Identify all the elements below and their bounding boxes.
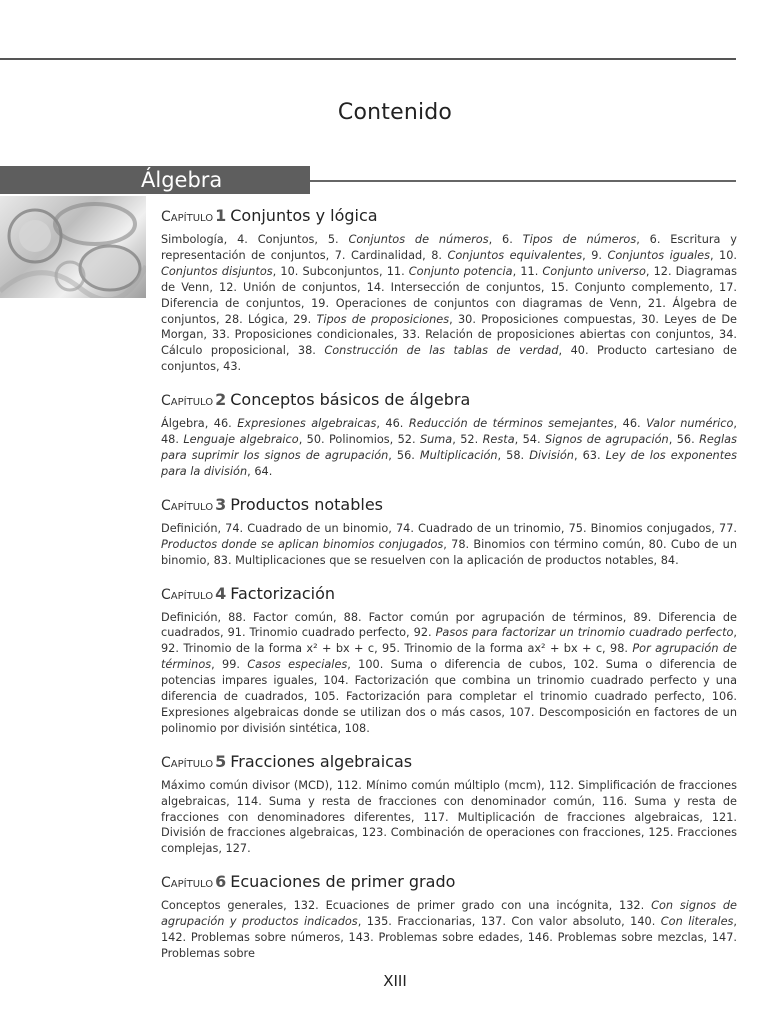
entry-text: Valor numérico <box>646 417 734 431</box>
entry-text: , 10. Subconjuntos, 11. <box>272 264 409 278</box>
page-number: XIII <box>383 972 407 990</box>
chapter-number: 2 <box>215 390 227 410</box>
entry-text: , 6. Escritura y representación de conjuntos, 7. Cardinalidad, 8. <box>161 233 737 262</box>
entry-text: Multiplicación <box>419 448 498 462</box>
chapter-heading <box>161 389 737 412</box>
chapter-entries <box>161 232 737 375</box>
entry-text: , 58. <box>497 448 530 462</box>
entry-text: Resta <box>482 433 515 447</box>
entry-text: , 40. Producto cartesiano de conjuntos, 43. <box>161 344 737 374</box>
chapter-title: Fracciones algebraicas <box>230 751 413 771</box>
entry-text: , 92. Trinomio de la forma x² + bx + c, 95. Trinomio de la forma ax² + bx + c, 98. <box>161 626 738 656</box>
entry-text: Suma <box>419 433 453 447</box>
chapter-3 <box>161 494 737 569</box>
entry-text: Conjunto universo <box>542 264 646 278</box>
chapter-5 <box>161 751 737 858</box>
entry-text: , 46. <box>376 417 409 431</box>
chapter-entries <box>161 610 737 737</box>
chapter-2 <box>161 389 737 480</box>
chapter-label: Capítulo <box>161 754 214 771</box>
chapter-label: Capítulo <box>161 393 214 410</box>
top-rule <box>0 58 736 60</box>
chapter-label: Capítulo <box>161 875 214 892</box>
chapter-heading <box>161 205 737 228</box>
table-of-contents <box>161 205 737 976</box>
entry-text: , 56. <box>388 448 420 462</box>
entry-text: Simbología, 4. Conjuntos, 5. <box>161 233 349 246</box>
chapter-number: 3 <box>215 494 227 514</box>
entry-text: Álgebra, 46. <box>161 417 238 431</box>
entry-text: Signos de agrupación <box>544 433 669 447</box>
chapter-entries <box>161 521 737 569</box>
chapter-number: 1 <box>215 206 227 225</box>
entry-text: , 48. <box>161 417 737 447</box>
entry-text: División <box>529 448 574 462</box>
entry-text: Construcción de las tablas de verdad <box>324 344 559 358</box>
entry-text: , 63. <box>573 448 606 462</box>
chapter-6 <box>161 871 737 962</box>
entry-text: , 52. <box>452 433 483 447</box>
chapter-number: 5 <box>215 751 227 771</box>
chapter-1 <box>161 205 737 375</box>
entry-text: Conjunto potencia <box>408 264 513 278</box>
entry-text: Conjuntos equivalentes <box>447 248 583 262</box>
entry-text: , 46. <box>613 417 647 431</box>
chapter-heading <box>161 583 737 606</box>
entry-text: Ley de los exponentes para la división <box>161 448 737 478</box>
entry-text: , 11. <box>512 264 543 278</box>
entry-text: Máximo común divisor (MCD), 112. Mínimo común múltiplo (mcm), 112. Simplificación de fracciones algebraicas, 114. Suma y resta de fracciones con denominador común, 116. Suma y resta de fracciones con denominadores diferentes, 117. Multiplicación de fracciones algebraicas, 121. División de fracciones algebraicas, 123. Combinación de operaciones con fracciones, 125. Fracciones complejas, 127. <box>161 778 737 856</box>
entry-text: Definición, 88. Factor común, 88. Factor común por agrupación de términos, 89. Diferencia de cuadrados, 91. Trinomio cuadrado perfecto, 92. <box>161 610 737 640</box>
entry-text: , 54. <box>514 433 545 447</box>
chapter-number: 4 <box>215 583 227 603</box>
entry-text: Reducción de términos semejantes <box>408 417 614 431</box>
chapter-label: Capítulo <box>161 586 214 603</box>
chapter-title: Factorización <box>230 583 336 603</box>
section-title: Álgebra <box>141 168 223 192</box>
chapter-title: Ecuaciones de primer grado <box>230 872 456 892</box>
entry-text: Lenguaje algebraico <box>183 433 299 447</box>
chapter-heading <box>161 494 737 517</box>
chapter-heading <box>161 751 737 774</box>
chapter-number: 6 <box>215 872 227 892</box>
entry-text: , 135. Fraccionarias, 137. Con valor absoluto, 140. <box>357 915 661 929</box>
entry-text: , 9. <box>582 248 608 262</box>
entry-text: Conjuntos iguales <box>607 248 710 262</box>
entry-text: Conjuntos de números <box>348 233 489 246</box>
entry-text: , 56. <box>668 433 700 447</box>
entry-text: , 30. Proposiciones compuestas, 30. Leyes de De Morgan, 33. Proposiciones condicionales, 33. Relación de proposiciones abiertas con conjuntos, 34. Cálculo proposicional, 38. <box>161 312 738 358</box>
entry-text: , 10. <box>709 248 737 262</box>
chapter-label: Capítulo <box>161 209 214 225</box>
entry-text: , 100. Suma o diferencia de cubos, 102. Suma o diferencia de potencias impares iguales, 104. Factorización que combina un trinomio cuadrado perfecto y una diferencia de cuadrados, 105. Factorización para completar el trinomio cuadrado perfecto, 106. Expresiones algebraicas donde se utilizan dos o más casos, 107. Descomposición en factores de un polinomio por división sintética, 108. <box>161 658 737 735</box>
chapter-entries <box>161 416 737 480</box>
chapter-entries <box>161 778 737 858</box>
entry-text: , 78. Binomios con término común, 80. Cubo de un binomio, 83. Multiplicaciones que se resuelven con la aplicación de productos notables, 84. <box>161 537 737 567</box>
entry-text: , 142. Problemas sobre números, 143. Problemas sobre edades, 146. Problemas sobre mezclas, 147. Problemas sobre <box>161 915 737 960</box>
entry-text: Productos donde se aplican binomios conjugados <box>161 537 444 551</box>
section-photo <box>0 196 146 298</box>
chapter-title: Productos notables <box>230 494 383 514</box>
chapter-title: Conjuntos y lógica <box>230 206 378 225</box>
entry-text: , 6. <box>488 233 523 246</box>
entry-text: , 99. <box>211 658 248 672</box>
entry-text: Pasos para factorizar un trinomio cuadrado perfecto <box>435 626 734 640</box>
entry-text: Conceptos generales, 132. Ecuaciones de primer grado con una incógnita, 132. <box>161 899 652 913</box>
entry-text: , 50. Polinomios, 52. <box>298 433 420 447</box>
entry-text: Con literales <box>660 915 734 929</box>
entry-text: Definición, 74. Cuadrado de un binomio, 74. Cuadrado de un trinomio, 75. Binomios conjugados, 77. <box>161 521 737 535</box>
chapter-label: Capítulo <box>161 497 214 514</box>
entry-text: Casos especiales <box>247 658 348 672</box>
entry-text: Conjuntos disjuntos <box>161 264 273 278</box>
section-rule <box>310 180 736 182</box>
entry-text: Tipos de números <box>522 233 637 246</box>
entry-text: Expresiones algebraicas <box>237 417 377 431</box>
entry-text: Por agrupación de términos <box>161 642 737 672</box>
entry-text: Tipos de proposiciones <box>316 312 450 326</box>
chapter-4 <box>161 583 737 737</box>
entry-text: Con signos de agrupación y productos indicados <box>161 899 737 929</box>
page-title: Contenido <box>337 100 453 125</box>
entry-text: , 12. Diagramas de Venn, 12. Unión de conjuntos, 14. Intersección de conjuntos, 15. Conjunto complemento, 17. Diferencia de conjuntos, 19. Operaciones de conjuntos con diagramas de Venn, 21. Álgebra de conjuntos, 28. Lógica, 29. <box>161 264 737 326</box>
entry-text: , 64. <box>247 464 273 478</box>
chapter-heading <box>161 871 737 894</box>
chapter-title: Conceptos básicos de álgebra <box>230 390 471 410</box>
chapter-entries <box>161 898 737 962</box>
entry-text: Reglas para suprimir los signos de agrupación <box>161 433 737 462</box>
